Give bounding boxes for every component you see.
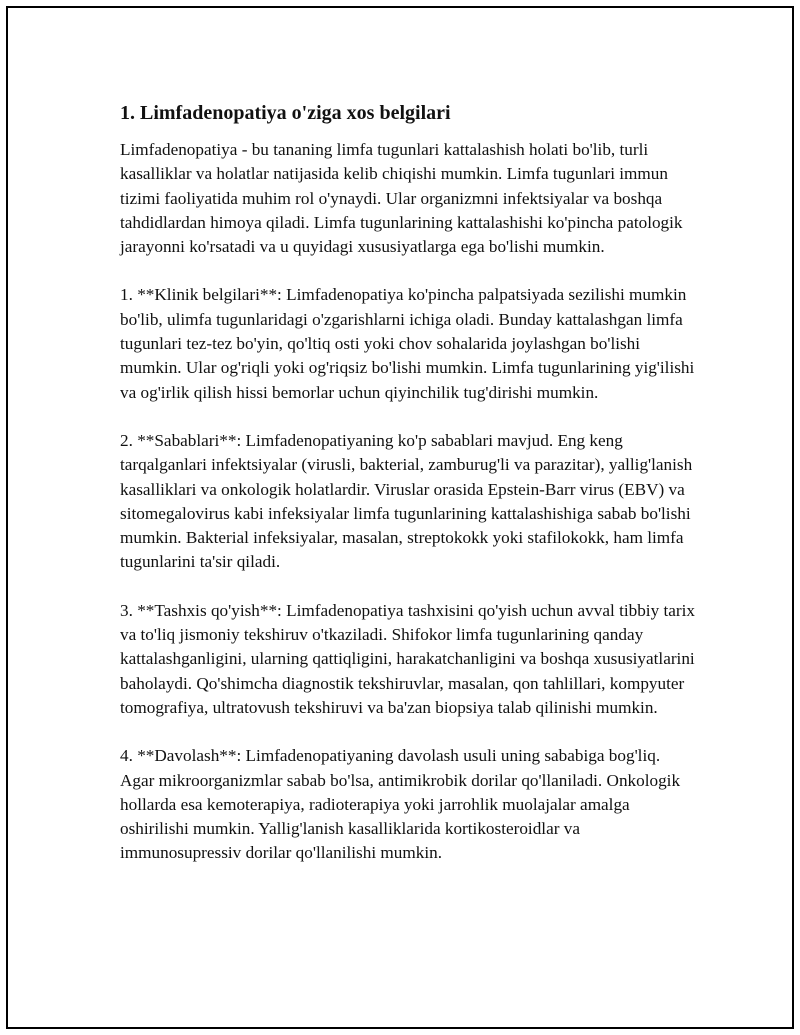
page-frame xyxy=(6,6,794,1029)
intro-paragraph: Limfadenopatiya - bu tananing limfa tugunlari kattalashish holati bo'lib, turli kasalliklar va holatlar natijasida kelib chiqishi mumkin. Limfa tugunlari immun tizimi faoliyatida muhim rol o'ynaydi. Ular organizmni infektsiyalar va boshqa tahdidlardan himoya qiladi. Limfa tugunlarining kattalashishi ko'pincha patologik jarayonni ko'rsatadi va u quyidagi xususiyatlarga ega bo'lishi mumkin. xyxy=(120,140,683,257)
causes-paragraph: 2. **Sabablari**: Limfadenopatiyaning ko'p sabablari mavjud. Eng keng tarqalganlari infektsiyalar (virusli, bakterial, zamburug'li va parazitar), yallig'lanish kasalliklari va onkologik holatlardir. Viruslar orasida Epstein-Barr virus (EBV) va sitomegalovirus kabi infeksiyalar limfa tugunlarining kattalashishiga sabab bo'lishi mumkin. Bakterial infeksiyalar, masalan, streptokokk yoki stafilokokk, ham limfa tugunlarini ta'sir qiladi. xyxy=(120,430,693,572)
treatment-paragraph: 4. **Davolash**: Limfadenopatiyaning davolash usuli uning sababiga bog'liq. Agar mikroorganizmlar sabab bo'lsa, antimikrobik dorilar qo'llaniladi. Onkologik hollarda esa kemoterapiya, radioterapiya yoki jarrohlik muolajalar amalga oshirilishi mumkin. Yallig'lanish kasalliklarida kortikosteroidlar va immunosupressiv dorilar qo'llanilishi mumkin. xyxy=(120,746,681,863)
section-title: 1. Limfadenopatiya o'ziga xos belgilari xyxy=(120,102,451,124)
clinical-signs-paragraph: 1. **Klinik belgilari**: Limfadenopatiya ko'pincha palpatsiyada sezilishi mumkin bo'lib, ulimfa tugunlaridagi o'zgarishlarni ichiga oladi. Bunday kattalashgan limfa tugunlari tez-tez bo'yin, qo'ltiq osti yoki chov sohalarida joylashgan bo'lishi mumkin. Ular og'riqli yoki og'riqsiz bo'lishi mumkin. Limfa tugunlarining yig'ilishi va og'irlik qilish hissi bemorlar uchun qiyinchilik tug'dirishi mumkin. xyxy=(120,285,695,402)
document-body xyxy=(120,100,695,890)
diagnosis-paragraph: 3. **Tashxis qo'yish**: Limfadenopatiya tashxisini qo'yish uchun avval tibbiy tarix va to'liq jismoniy tekshiruv o'tkaziladi. Shifokor limfa tugunlarining qanday kattalashganligini, ularning qattiqligini, harakatchanligini va boshqa xususiyatlarini baholaydi. Qo'shimcha diagnostik tekshiruvlar, masalan, qon tahlillari, kompyuter tomografiya, ultratovush tekshiruvi va ba'zan biopsiya talab qilinishi mumkin. xyxy=(120,600,695,717)
